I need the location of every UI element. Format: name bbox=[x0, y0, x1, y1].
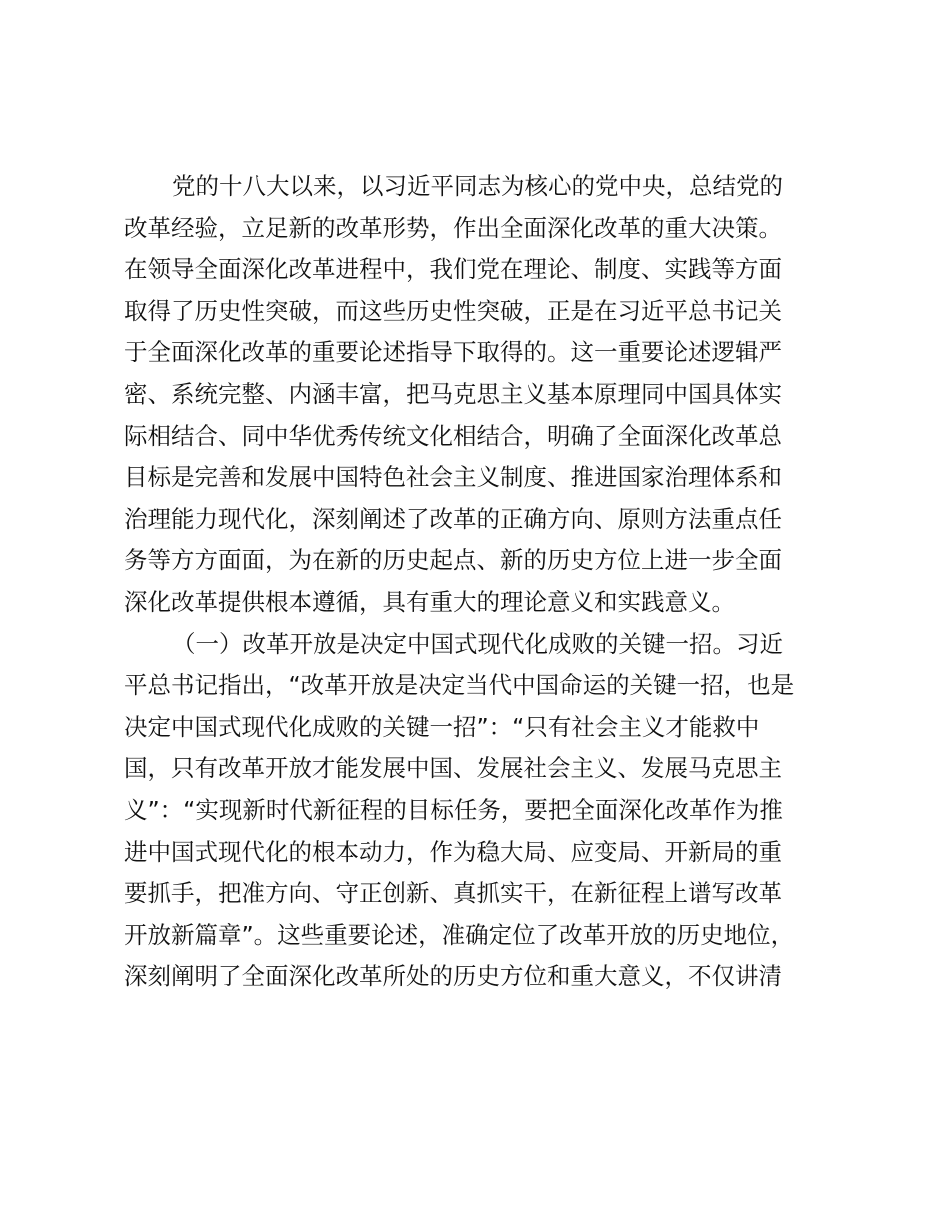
text-line: 开放新篇章”。这些重要论述，准确定位了改革开放的历史地位， bbox=[124, 920, 795, 949]
text-line: 深刻阐明了全面深化改革所处的历史方位和重大意义，不仅讲清 bbox=[124, 962, 782, 991]
document-body bbox=[124, 166, 828, 998]
text-line: 改革经验，立足新的改革形势，作出全面深化改革的重大决策。 bbox=[124, 213, 782, 242]
text-line: 深化改革提供根本遵循，具有重大的理论意义和实践意义。 bbox=[124, 587, 735, 616]
text-line: 党的十八大以来，以习近平同志为核心的党中央，总结党的 bbox=[172, 172, 783, 200]
text-line: 务等方方面面，为在新的历史起点、新的历史方位上进一步全面 bbox=[124, 546, 782, 575]
text-line: 密、系统完整、内涵丰富，把马克思主义基本原理同中国具体实 bbox=[124, 379, 782, 408]
text-line: 平总书记指出，“改革开放是决定当代中国命运的关键一招，也是 bbox=[124, 671, 795, 700]
text-line: 在领导全面深化改革进程中，我们党在理论、制度、实践等方面 bbox=[124, 255, 782, 284]
text-line: 要抓手，把准方向、守正创新、真抓实干，在新征程上谱写改革 bbox=[124, 879, 782, 908]
paragraph-section-one bbox=[124, 624, 828, 998]
text-line: 义”：“实现新时代新征程的目标任务，要把全面深化改革作为推 bbox=[124, 795, 783, 824]
paragraph-intro bbox=[124, 166, 828, 624]
text-line: 决定中国式现代化成败的关键一招”：“只有社会主义才能救中 bbox=[124, 712, 760, 741]
text-line: 取得了历史性突破，而这些历史性突破，正是在习近平总书记关 bbox=[124, 296, 782, 325]
text-line: 治理能力现代化，深刻阐述了改革的正确方向、原则方法重点任 bbox=[124, 504, 782, 533]
text-line: 国，只有改革开放才能发展中国、发展社会主义、发展马克思主 bbox=[124, 754, 782, 783]
section-heading-line: （一）改革开放是决定中国式现代化成败的关键一招。习近 bbox=[172, 629, 783, 658]
text-line: 进中国式现代化的根本动力，作为稳大局、应变局、开新局的重 bbox=[124, 837, 782, 866]
text-line: 目标是完善和发展中国特色社会主义制度、推进国家治理体系和 bbox=[124, 463, 782, 492]
text-line: 于全面深化改革的重要论述指导下取得的。这一重要论述逻辑严 bbox=[124, 338, 782, 367]
text-line: 际相结合、同中华优秀传统文化相结合，明确了全面深化改革总 bbox=[124, 421, 782, 450]
